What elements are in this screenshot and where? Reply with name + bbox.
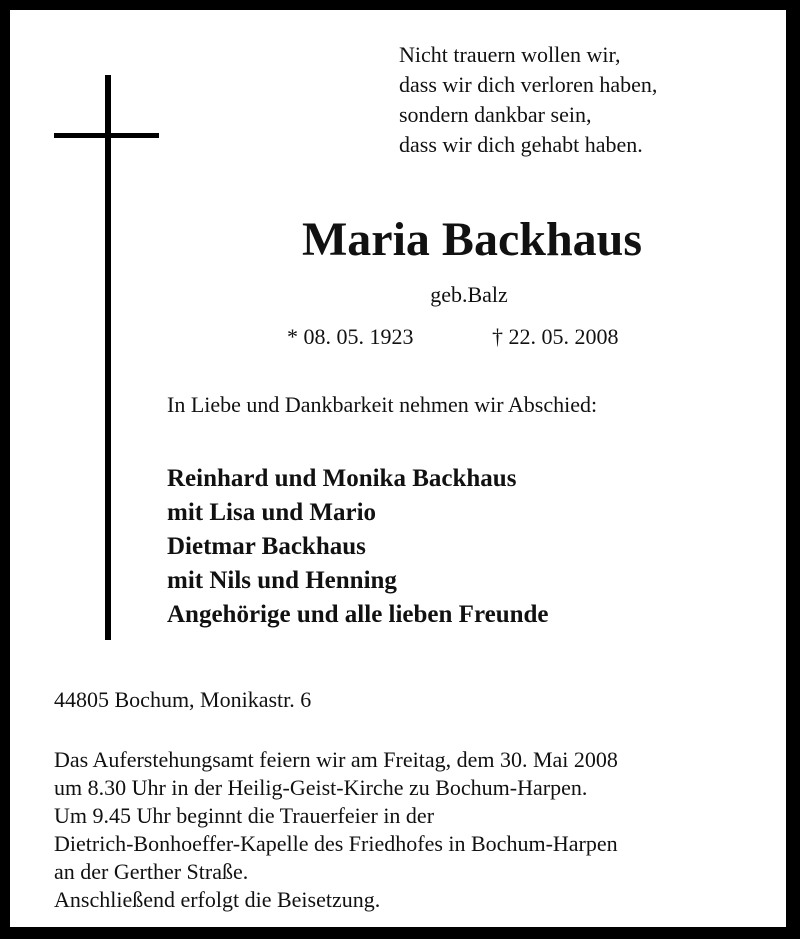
- service-line: Anschließend erfolgt die Beisetzung.: [54, 887, 381, 912]
- mourner-line: Dietmar Backhaus: [167, 533, 366, 560]
- service-line: an der Gerther Straße.: [54, 859, 249, 884]
- family-address: 44805 Bochum, Monikastr. 6: [54, 687, 312, 712]
- mourner-line: mit Nils und Henning: [167, 567, 397, 594]
- memorial-poem: [399, 40, 657, 160]
- service-line: Das Auferstehungsamt feiern wir am Freitag, dem 30. Mai 2008: [54, 747, 618, 772]
- poem-line: dass wir dich gehabt haben.: [399, 132, 643, 157]
- mourners-list: [167, 462, 549, 632]
- mourner-line: mit Lisa und Mario: [167, 499, 377, 526]
- deceased-name: Maria Backhaus: [301, 213, 643, 266]
- mourner-line: Angehörige und alle lieben Freunde: [167, 601, 549, 628]
- poem-line: sondern dankbar sein,: [399, 102, 592, 127]
- maiden-name: geb.Balz: [430, 282, 508, 307]
- farewell-intro: In Liebe und Dankbarkeit nehmen wir Abschied:: [167, 392, 598, 417]
- death-date: † 22. 05. 2008: [492, 324, 619, 349]
- mourner-line: Reinhard und Monika Backhaus: [167, 465, 517, 492]
- service-details: [54, 746, 618, 914]
- cross-icon-crossbar: [54, 133, 159, 138]
- service-line: Um 9.45 Uhr beginnt die Trauerfeier in der: [54, 803, 435, 828]
- poem-line: Nicht trauern wollen wir,: [399, 42, 621, 67]
- birth-date: * 08. 05. 1923: [287, 324, 414, 349]
- service-line: um 8.30 Uhr in der Heilig-Geist-Kirche zu Bochum-Harpen.: [54, 775, 588, 800]
- service-line: Dietrich-Bonhoeffer-Kapelle des Friedhofes in Bochum-Harpen: [54, 831, 618, 856]
- poem-line: dass wir dich verloren haben,: [399, 72, 658, 97]
- cross-icon: [105, 75, 111, 640]
